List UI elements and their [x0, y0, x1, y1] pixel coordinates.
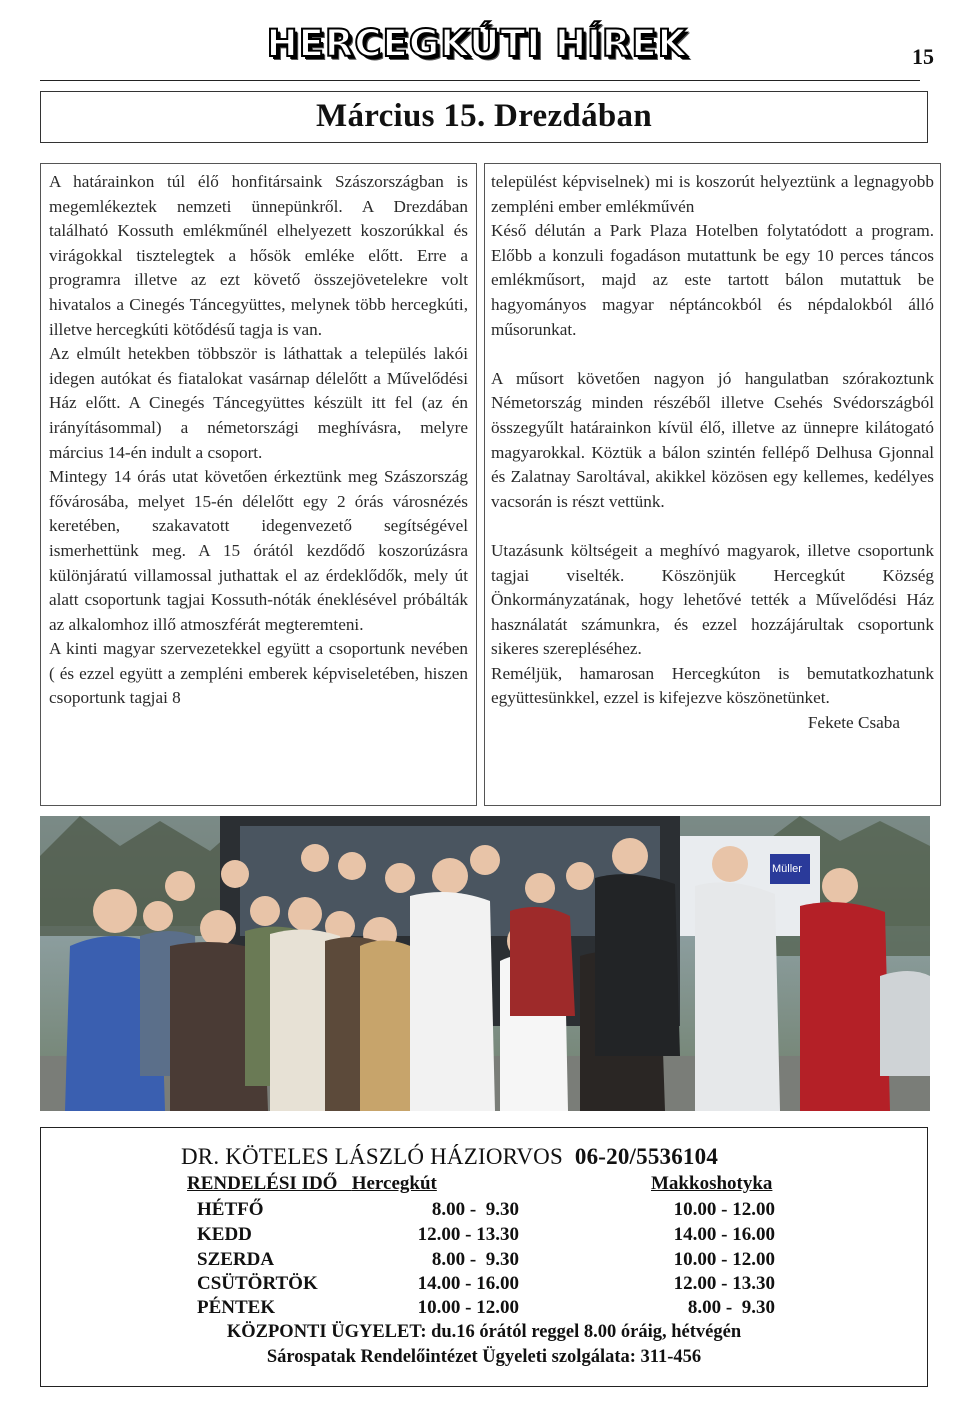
doctor-info-box	[40, 1127, 928, 1387]
doctor-name: DR. KÖTELES LÁSZLÓ HÁZIORVOS	[181, 1144, 563, 1169]
schedule-label: RENDELÉSI IDŐ Hercegkút	[187, 1173, 437, 1194]
article-paragraph: A műsort követően nagyon jó hangulatban szórakoztunk Németország minden részéből illetve Csehés Svédországból összegyűlt határainkon kívül élő, illetve az ünnepre kilátogató magyarokkal. Köztük a bálon szintén fellépő Delhusa Gjonnal és Zalatnay Saroltával, akikkel közösen egy kellemes, kedélyes vacsorán is részt vettünk.	[491, 368, 934, 511]
schedule-day: PÉNTEK	[197, 1297, 276, 1318]
header-rule	[40, 80, 920, 81]
article-paragraph: Az elmúlt hetekben többször is láthattak a település lakói idegen autókat és fiatalokat vasárnap délelőtt a Művelődési Ház előtt. A Cinegés Táncegyüttes készült itt fel (az én irányításommal) a németországi meghívásra, melyre március 14-én indult a csoport.	[49, 344, 468, 462]
article-right-column	[484, 163, 941, 806]
schedule-hours-hercegkut: 8.00 - 9.30	[431, 1199, 519, 1220]
author-signature: Fekete Csaba	[807, 713, 900, 733]
article-paragraph: Reméljük, hamarosan Hercegkúton is bemutatkozhatunk együttesünkkel, ezzel is kifejezve köszönetünket.	[491, 663, 934, 708]
schedule-hours-makkoshotyka: 10.00 - 12.00	[673, 1249, 775, 1270]
schedule-hours-makkoshotyka: 12.00 - 13.30	[673, 1273, 775, 1294]
doctor-heading	[181, 1144, 718, 1170]
schedule-day: KEDD	[197, 1224, 252, 1245]
group-photo-illustration	[40, 816, 930, 1111]
article-paragraph: Utazásunk költségeit a meghívó magyarok, illetve csoportunk tagjai viselték. Köszönjük Hercegkút Község Önkormányzatának, hogy lehetővé tették a Művelődési Ház használatát számunkra, és ezzel hozzájárultak csoportunk sikeres szerepléséhez.	[491, 540, 934, 659]
schedule-hours-hercegkut: 8.00 - 9.30	[431, 1249, 519, 1270]
emergency-service: KÖZPONTI ÜGYELET: du.16 órától reggel 8.00 óráig, hétvégén	[226, 1322, 742, 1342]
schedule-hours-hercegkut: 14.00 - 16.00	[417, 1273, 519, 1294]
schedule-hours-makkoshotyka: 10.00 - 12.00	[673, 1199, 775, 1220]
article-paragraph: A határainkon túl élő honfitársaink Szászországban is megemlékeztek nemzeti ünnepünkről. A Drezdában található Kossuth emlékműnél elhelyezett koszorúkkal és virágokkal tisztelegtek a hősök emléke előtt. Erre a programra illetve az ezt követő összejövetelekre volt hivatalos a Cinegés Táncegyüttes, melynek több hercegkúti, illetve hercegkúti kötődésű tagja is van.	[49, 172, 468, 339]
truck-logo-text: Müller	[772, 863, 802, 875]
schedule-hours-hercegkut: 12.00 - 13.30	[417, 1224, 519, 1245]
article-title: Március 15. Drezdában	[316, 98, 652, 134]
doctor-phone: 06-20/5536104	[574, 1144, 719, 1169]
article-paragraph: Késő délután a Park Plaza Hotelben folytatódott a program. Előbb a konzuli fogadáson mutattunk be egy 10 perces táncos emlékműsort, majd az este tartott bálon mutattuk be hagyományos magyar néptáncokból és népdalokból álló műsorunkat.	[491, 221, 934, 339]
location-makkoshotyka: Makkoshotyka	[651, 1173, 773, 1194]
schedule-day: CSÜTÖRTÖK	[197, 1273, 318, 1294]
location-hercegkut: Hercegkút	[351, 1173, 437, 1194]
title-box	[40, 91, 928, 143]
schedule-hours-makkoshotyka: 8.00 - 9.30	[687, 1297, 775, 1318]
article-paragraph: települést képviselnek) mi is koszorút helyeztünk a legnagyobb zempléni ember emlékművén	[491, 172, 934, 216]
schedule-hours-makkoshotyka: 14.00 - 16.00	[673, 1224, 775, 1245]
article-paragraph: Mintegy 14 órás utat követően érkeztünk meg Szászország fővárosába, melyet 15-én délelőtt egy 2 órás városnézés keretében, szakavatott idegenvezető segítségével ismerhettünk meg. A 15 órától kezdődő koszorúzásra különjáratú villamossal juthattak el az érdeklődők, mely út alatt csoportunk tagjai Kossuth-nóták éneklésével próbálták az alkalomhoz illő atmoszférát megteremteni.	[49, 467, 468, 634]
article-left-column	[40, 163, 477, 806]
schedule-day: HÉTFŐ	[197, 1199, 264, 1220]
page-number: 15	[912, 44, 934, 69]
emergency-service-sarospatak: Sárospatak Rendelőintézet Ügyeleti szolgálata: 311-456	[266, 1347, 702, 1367]
schedule-hours-hercegkut: 10.00 - 12.00	[417, 1297, 519, 1318]
article-paragraph: A kinti magyar szervezetekkel együtt a csoportunk nevében ( és ezzel együtt a zempléni emberek képviseletében, hiszen csoportunk tagjai 8	[49, 639, 468, 708]
masthead-logo: HERCEGKÚTI HÍREK	[266, 22, 688, 65]
group-photo	[40, 816, 930, 1111]
schedule-day: SZERDA	[197, 1249, 275, 1270]
